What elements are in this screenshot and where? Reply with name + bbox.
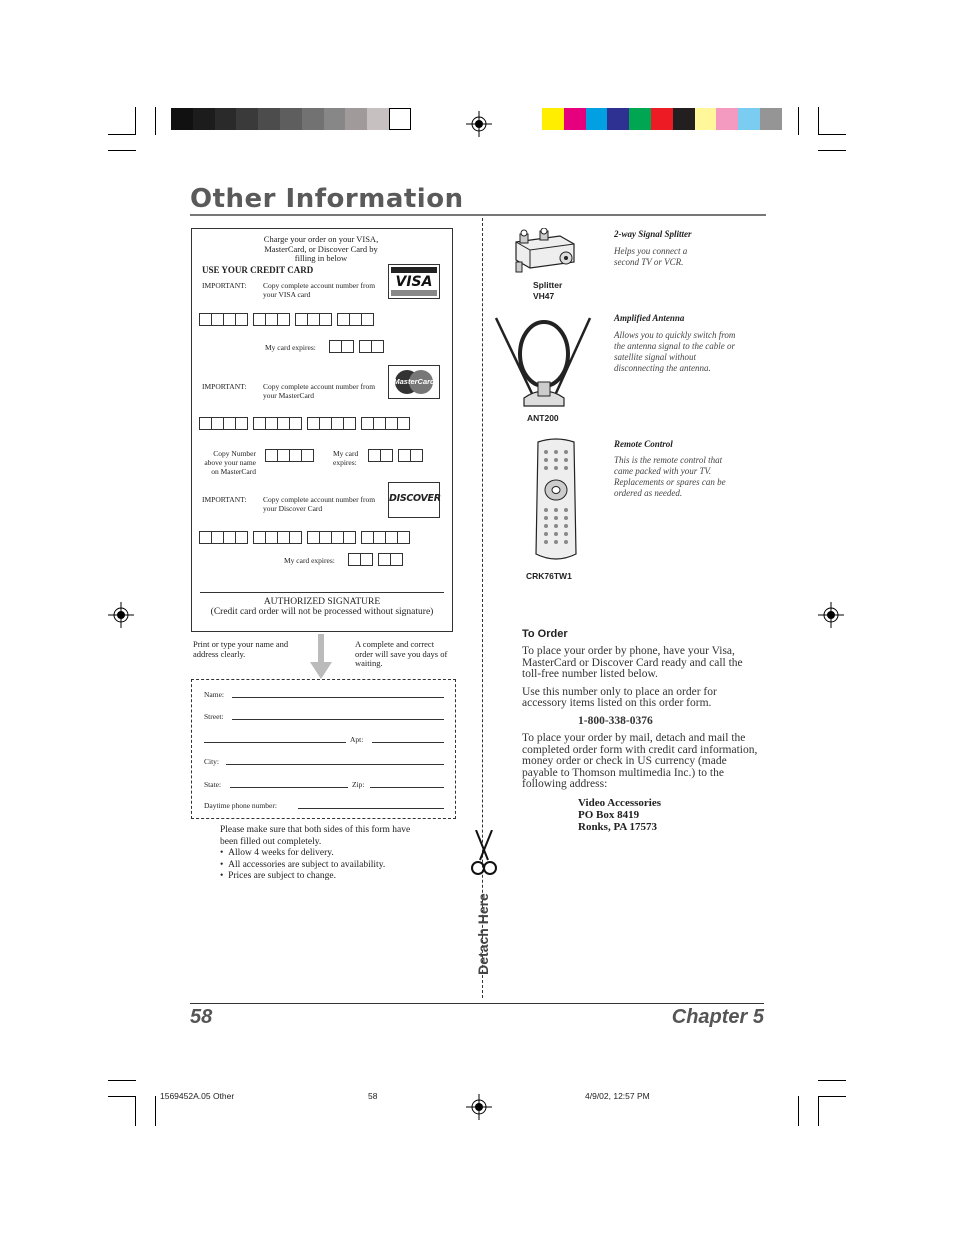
mastercard-important-label: IMPORTANT: xyxy=(202,382,247,391)
discover-number-boxes[interactable] xyxy=(199,531,415,544)
credit-card-form xyxy=(191,228,453,632)
color-swatch xyxy=(280,108,302,130)
mastercard-copy-number: Copy Number above your name on MasterCard xyxy=(204,449,256,476)
charge-note: Charge your order on your VISA, MasterCard, or Discover Card by filling in below xyxy=(263,234,379,263)
page-title: Other Information xyxy=(190,184,464,214)
detach-label: Detach Here xyxy=(475,893,491,975)
remote-label: CRK76TW1 xyxy=(526,571,572,581)
color-swatch xyxy=(564,108,586,130)
color-swatch xyxy=(738,108,760,130)
color-swatch xyxy=(651,108,673,130)
bullet-list xyxy=(220,848,385,883)
footer-rule xyxy=(190,1003,764,1004)
phone-label: Daytime phone number: xyxy=(204,801,277,810)
order-paragraph-mail: To place your order by mail, detach and mail the completed order form with credit card information, money order or check in US currency (made payable to Thomson multimedia Inc.) to the following address: xyxy=(522,732,758,790)
color-swatch xyxy=(716,108,738,130)
mastercard-logo-text: MasterCard xyxy=(393,377,435,386)
color-swatch xyxy=(607,108,629,130)
phone-field[interactable] xyxy=(298,808,444,809)
crop-mark xyxy=(135,1096,136,1126)
visa-logo xyxy=(388,264,440,299)
color-swatch xyxy=(215,108,237,130)
color-swatch xyxy=(542,108,564,130)
splitter-label xyxy=(533,280,562,302)
color-swatch xyxy=(302,108,324,130)
mastercard-number-boxes[interactable] xyxy=(199,417,415,430)
crop-mark xyxy=(155,1096,156,1126)
page-number: 58 xyxy=(190,1006,213,1028)
visa-important-text: Copy complete account number from your VISA card xyxy=(263,281,376,299)
crop-mark xyxy=(818,1080,846,1081)
bullet-item: • All accessories are subject to availability. xyxy=(220,859,386,870)
order-heading: To Order xyxy=(522,628,568,640)
color-swatch xyxy=(345,108,367,130)
signature-label: AUTHORIZED SIGNATURE xyxy=(263,597,381,607)
color-swatch xyxy=(367,108,389,130)
color-swatch xyxy=(324,108,346,130)
color-swatch xyxy=(760,108,782,130)
bullet-item: • Prices are subject to change. xyxy=(220,871,336,881)
state-field[interactable] xyxy=(230,787,348,788)
crop-mark xyxy=(818,107,819,135)
remote-control-image xyxy=(532,438,580,566)
order-paragraph-usage: Use this number only to place an order for accessory items listed on this order form. xyxy=(522,685,717,709)
crop-mark xyxy=(798,1096,799,1126)
order-address xyxy=(522,797,764,833)
mastercard-copy-boxes[interactable] xyxy=(265,449,319,462)
state-label: State: xyxy=(204,780,222,789)
color-swatch xyxy=(171,108,193,130)
signature-line[interactable] xyxy=(200,592,444,593)
mastercard-expires-boxes[interactable] xyxy=(368,449,428,462)
antenna-title: Amplified Antenna xyxy=(614,313,685,323)
visa-expires-label: My card expires: xyxy=(265,343,316,352)
mastercard-expires-label: My card expires: xyxy=(333,449,359,467)
zip-field[interactable] xyxy=(370,787,444,788)
discover-important-label: IMPORTANT: xyxy=(202,495,247,504)
order-paragraph-phone: To place your order by phone, have your Visa, MasterCard or Discover Card ready and call the toll-free number listed below. xyxy=(522,645,743,680)
city-field[interactable] xyxy=(226,764,444,765)
credit-heading: USE YOUR CREDIT CARD xyxy=(202,265,314,275)
discover-expires-boxes[interactable] xyxy=(348,553,408,566)
slug-file: 1569452A.05 Other xyxy=(160,1091,235,1101)
splitter-title: 2-way Signal Splitter xyxy=(614,229,692,239)
discover-important-text: Copy complete account number from your Discover Card xyxy=(263,495,376,513)
name-label: Name: xyxy=(204,690,224,699)
registration-mark-icon xyxy=(466,1094,492,1120)
apt-label: Apt: xyxy=(350,735,364,744)
crop-mark xyxy=(818,134,846,135)
name-field[interactable] xyxy=(232,697,444,698)
splitter-image xyxy=(508,228,582,278)
scissors-icon xyxy=(470,830,498,878)
color-swatch xyxy=(236,108,258,130)
slug-page: 58 xyxy=(368,1091,378,1101)
city-label: City: xyxy=(204,757,220,766)
registration-mark-icon xyxy=(108,602,134,628)
mastercard-logo xyxy=(388,365,440,399)
mastercard-important-text: Copy complete account number from your MasterCard xyxy=(263,382,376,400)
visa-number-boxes[interactable] xyxy=(199,313,379,326)
crop-mark xyxy=(108,150,136,151)
arrow-down-icon xyxy=(310,634,332,680)
address-line: PO Box 8419 xyxy=(578,808,640,821)
crop-mark xyxy=(818,1096,819,1126)
zip-label: Zip: xyxy=(352,780,365,789)
bullet-item: • Allow 4 weeks for delivery. xyxy=(220,848,334,858)
slug-date: 4/9/02, 12:57 PM xyxy=(585,1091,650,1101)
registration-mark-icon xyxy=(818,602,844,628)
signature-note: (Credit card order will not be processed without signature) xyxy=(210,607,434,617)
visa-logo-text: VISA xyxy=(395,274,433,290)
crop-mark xyxy=(108,1080,136,1081)
chapter-label: Chapter 5 xyxy=(671,1006,764,1028)
color-swatch xyxy=(586,108,608,130)
bottom-note: Please make sure that both sides of this form have been filled out completely. xyxy=(220,825,411,847)
crop-mark xyxy=(108,1096,136,1097)
order-phone-number: 1-800-338-0376 xyxy=(578,714,653,727)
discover-logo-text: DISCOVER xyxy=(389,493,441,504)
color-swatch xyxy=(193,108,215,130)
remote-desc: This is the remote control that came packed with your TV. Replacements or spares can be ordered as needed. xyxy=(614,455,726,498)
discover-logo xyxy=(388,482,440,518)
color-swatch xyxy=(629,108,651,130)
street-label: Street: xyxy=(204,712,224,721)
antenna-image xyxy=(490,314,596,412)
color-swatch xyxy=(389,108,411,130)
registration-mark-icon xyxy=(466,111,492,137)
crop-mark xyxy=(798,107,799,135)
antenna-desc: Allows you to quickly switch from the antenna signal to the cable or satellite signal without disconnecting the antenna. xyxy=(614,330,736,373)
address-form xyxy=(191,679,456,819)
splitter-label-1: Splitter xyxy=(533,280,563,290)
complete-note: A complete and correct order will save you days of waiting. xyxy=(355,639,448,668)
apt-field[interactable] xyxy=(372,742,444,743)
color-swatch xyxy=(258,108,280,130)
crop-mark xyxy=(135,107,136,135)
crop-mark xyxy=(155,107,156,135)
street-field[interactable] xyxy=(232,719,444,720)
antenna-label: ANT200 xyxy=(527,413,559,423)
address-line: Ronks, PA 17573 xyxy=(578,820,657,833)
crop-mark xyxy=(108,134,136,135)
remote-title: Remote Control xyxy=(614,439,673,449)
title-rule xyxy=(190,214,766,216)
address-line: Video Accessories xyxy=(578,796,661,809)
crop-mark xyxy=(818,150,846,151)
discover-expires-label: My card expires: xyxy=(284,556,335,565)
order-section xyxy=(522,646,764,833)
visa-important-label: IMPORTANT: xyxy=(202,281,247,290)
color-swatch xyxy=(673,108,695,130)
crop-mark xyxy=(818,1096,846,1097)
street-field-2[interactable] xyxy=(204,742,346,743)
splitter-label-2: VH47 xyxy=(533,291,555,301)
color-swatch xyxy=(695,108,717,130)
print-note: Print or type your name and address clearly. xyxy=(193,639,289,659)
splitter-desc: Helps you connect a second TV or VCR. xyxy=(614,246,688,267)
visa-expires-boxes[interactable] xyxy=(329,340,389,353)
